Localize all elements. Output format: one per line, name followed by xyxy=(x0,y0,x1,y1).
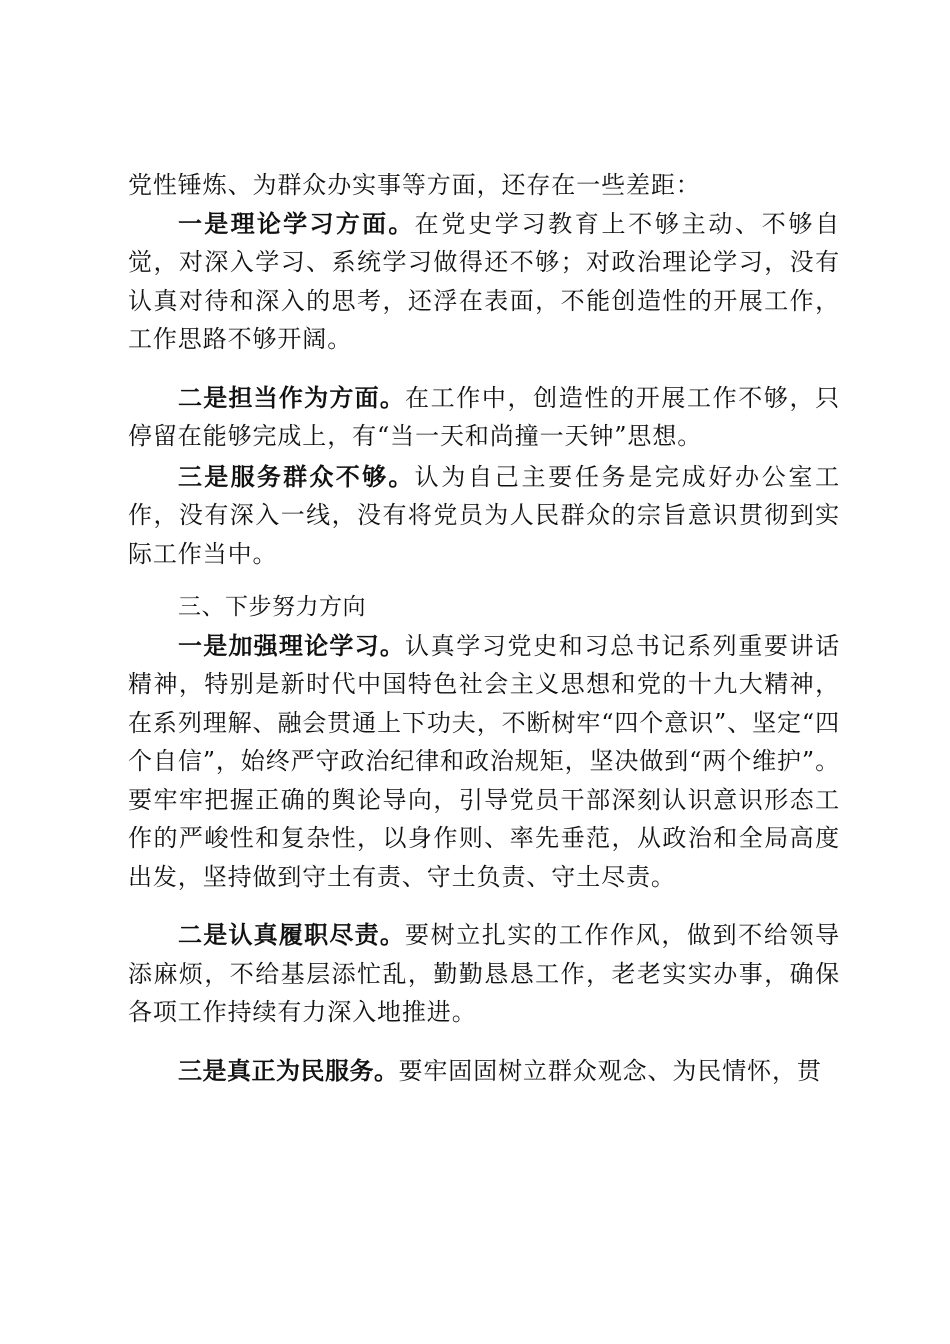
paragraph-text: 认为自己主要任务是完成好办公室工作，没有深入一线，没有将党员为人民群众的宗旨意识贯彻到实际工作当中。 xyxy=(128,462,841,568)
paragraph-lead-heading: 二是认真履职尽责。 xyxy=(178,921,406,949)
paragraph-text: 要树立扎实的工作作风，做到不给领导添麻烦，不给基层添忙乱，勤勤恳恳工作，老老实实办事，确保各项工作持续有力深入地推进。 xyxy=(128,921,840,1026)
section-heading-next-steps xyxy=(128,587,840,627)
paragraph-continuation xyxy=(128,166,840,205)
paragraph-fulfill-duties xyxy=(128,916,840,1032)
paragraph-text: 党性锤炼、为群众办实事等方面，还存在一些差距： xyxy=(128,171,701,199)
document-body xyxy=(128,166,840,1090)
paragraph-serve-people xyxy=(128,1052,840,1091)
paragraph-text: 在工作中，创造性的开展工作不够，只停留在能够完成上，有“当一天和尚撞一天钟”思想。 xyxy=(128,383,840,450)
paragraph-responsibility-shortcoming xyxy=(128,379,840,456)
paragraph-serving-masses-shortcoming xyxy=(128,458,840,574)
paragraph-lead-heading: 一是加强理论学习。 xyxy=(178,631,406,660)
paragraph-strengthen-theory xyxy=(128,627,840,897)
paragraph-lead-heading: 一是理论学习方面。 xyxy=(178,209,415,238)
paragraph-lead-heading: 三是真正为民服务。 xyxy=(178,1056,399,1085)
section-heading-text: 三、下步努力方向 xyxy=(178,594,366,620)
paragraph-text: 认真学习党史和习总书记系列重要讲话精神，特别是新时代中国特色社会主义思想和党的十九大精神，在系列理解、融会贯通上下功夫，不断树牢“四个意识”、坚定“四个自信”，始终严守政治纪律和政治规矩，坚决做到“两个维护”。要牢牢把握正确的舆论导向，引导党员干部深刻认识意识形态工作的严峻性和复杂性，以身作则、率先垂范，从政治和全局高度出发，坚持做到守土有责、守土负责、守土尽责。 xyxy=(128,631,840,891)
paragraph-text: 在党史学习教育上不够主动、不够自觉，对深入学习、系统学习做得还不够；对政治理论学习，没有认真对待和深入的思考，还浮在表面，不能创造性的开展工作，工作思路不够开阔。 xyxy=(128,209,841,353)
paragraph-theory-study-shortcoming xyxy=(128,205,840,359)
paragraph-lead-heading: 三是服务群众不够。 xyxy=(178,462,415,491)
paragraph-text: 要牢固固树立群众观念、为民情怀，贯 xyxy=(398,1056,822,1085)
paragraph-lead-heading: 二是担当作为方面。 xyxy=(178,383,406,412)
